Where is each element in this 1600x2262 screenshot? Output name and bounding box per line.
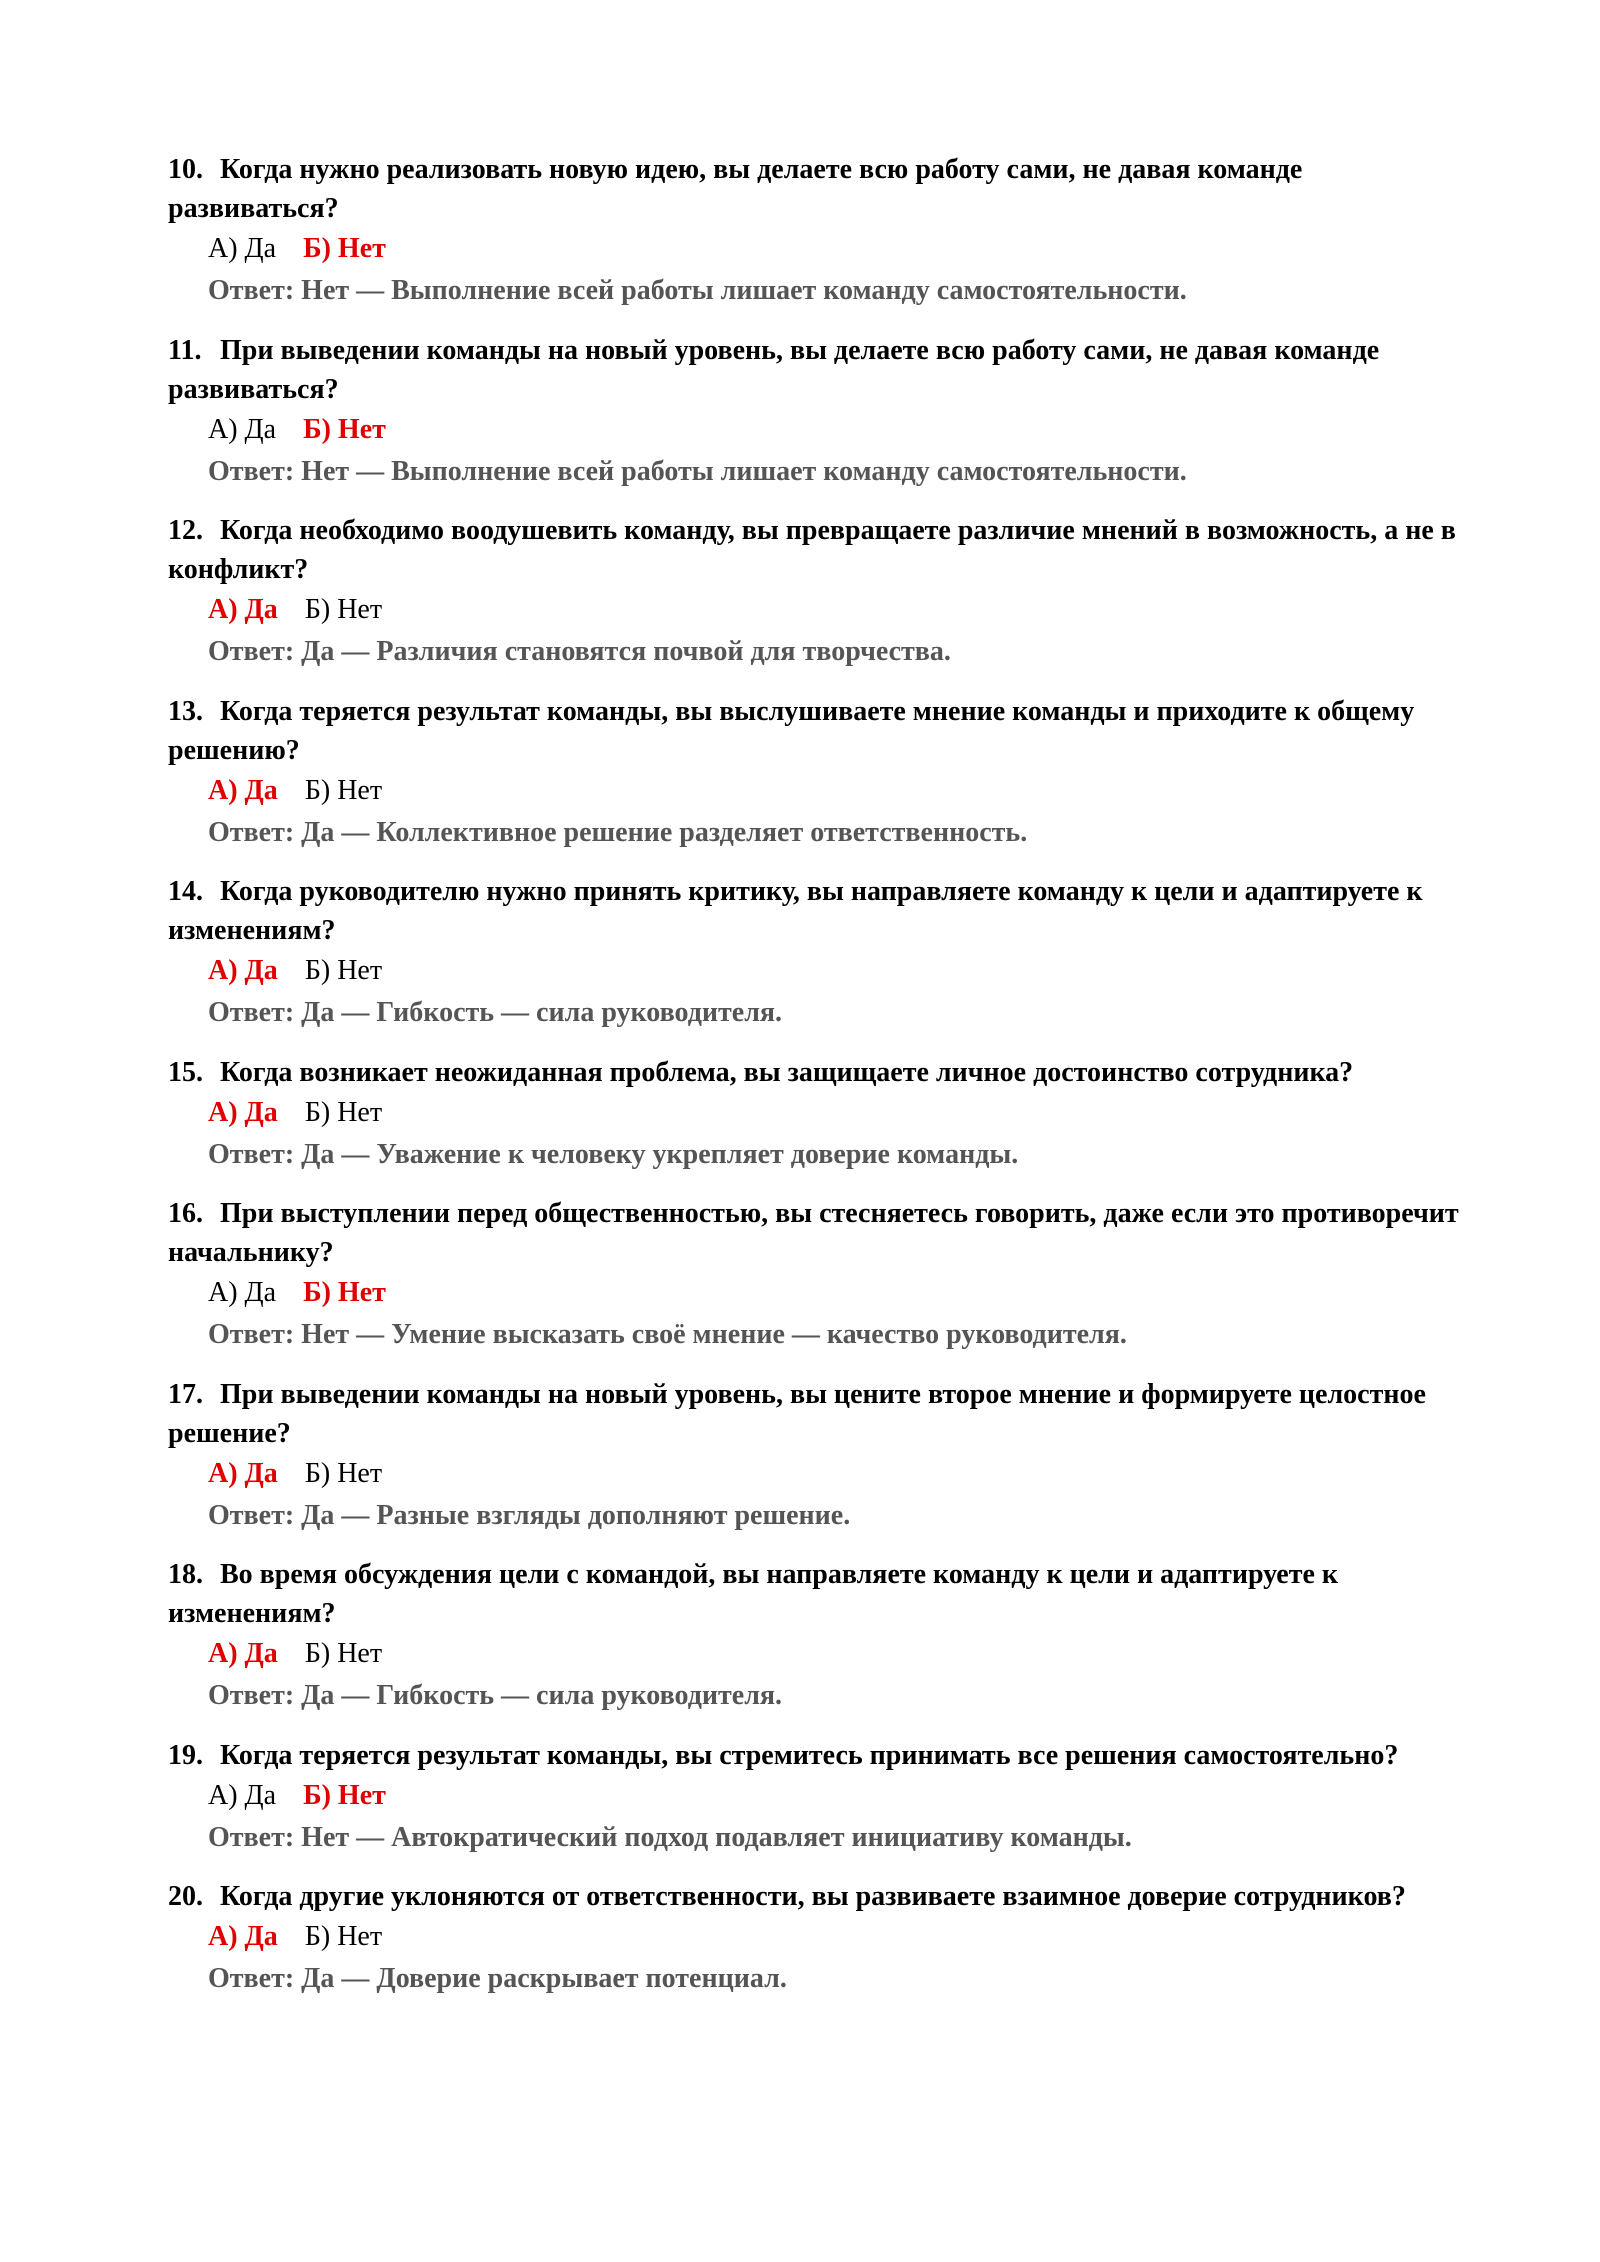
question-label: Когда теряется результат команды, вы стремитесь принимать все решения самостоятельно? (220, 1739, 1399, 1771)
question-item (168, 692, 1468, 854)
answer-options (168, 1916, 1468, 1958)
question-text (168, 1555, 1468, 1633)
option-a: А) Да (208, 1457, 278, 1489)
question-number: 15. (168, 1056, 203, 1088)
question-text (168, 331, 1468, 409)
answer-explanation: Ответ: Да — Гибкость — сила руководителя. (208, 997, 783, 1028)
answer-explanation: Ответ: Да — Различия становятся почвой для творчества. (208, 636, 951, 667)
question-number: 20. (168, 1881, 203, 1912)
question-label: Во время обсуждения цели с командой, вы направляете команду к цели и адаптируете к изменениям? (168, 1559, 1339, 1629)
question-number: 14. (168, 876, 203, 907)
question-item (168, 1053, 1468, 1176)
option-b: Б) Нет (304, 1457, 383, 1489)
answer-options (168, 1633, 1468, 1675)
question-label: Когда теряется результат команды, вы выслушиваете мнение команды и приходите к общему решению? (168, 695, 1415, 766)
option-b: Б) Нет (304, 1921, 383, 1952)
answer-explanation: Ответ: Да — Уважение к человеку укрепляет доверие команды. (208, 1138, 1019, 1170)
question-text (168, 150, 1468, 228)
option-b: Б) Нет (304, 955, 383, 986)
option-a: А) Да (208, 1277, 277, 1308)
question-text (168, 511, 1468, 589)
option-b: Б) Нет (303, 413, 386, 445)
answer-options (168, 950, 1468, 992)
question-item (168, 1877, 1468, 2000)
answer-options (168, 228, 1468, 270)
question-number: 19. (168, 1739, 203, 1771)
answer-options (168, 1775, 1468, 1817)
option-b: Б) Нет (304, 1096, 383, 1128)
option-a: А) Да (208, 1779, 277, 1811)
question-text (168, 872, 1468, 950)
question-label: Когда возникает неожиданная проблема, вы защищаете личное достоинство сотрудника? (220, 1056, 1354, 1088)
answer-explanation: Ответ: Нет — Умение высказать своё мнение — качество руководителя. (208, 1319, 1127, 1350)
answer-explanation: Ответ: Нет — Выполнение всей работы лишает команду самостоятельности. (208, 275, 1187, 306)
question-label: Когда руководителю нужно принять критику, вы направляете команду к цели и адаптируете к изменениям? (168, 876, 1423, 946)
question-text (168, 1053, 1468, 1092)
question-number: 12. (168, 515, 203, 546)
question-label: Когда нужно реализовать новую идею, вы делаете всю работу сами, не давая команде развиваться? (168, 154, 1303, 224)
question-number: 13. (168, 695, 203, 727)
option-a: А) Да (208, 1096, 278, 1128)
answer-options (168, 1092, 1468, 1134)
option-b: Б) Нет (304, 594, 383, 625)
option-a: А) Да (208, 233, 277, 264)
question-text (168, 1375, 1468, 1453)
answer-explanation: Ответ: Да — Разные взгляды дополняют решение. (208, 1499, 851, 1531)
question-text (168, 1877, 1468, 1916)
question-number: 16. (168, 1198, 203, 1229)
question-label: Когда необходимо воодушевить команду, вы превращаете различие мнений в возможность, а не в конфликт? (168, 515, 1456, 585)
question-item (168, 331, 1468, 493)
question-number: 10. (168, 154, 203, 185)
question-item (168, 872, 1468, 1034)
question-text (168, 1194, 1468, 1272)
question-item (168, 1375, 1468, 1537)
answer-explanation: Ответ: Да — Доверие раскрывает потенциал. (208, 1963, 787, 1994)
option-a: А) Да (208, 594, 278, 625)
answer-options (168, 409, 1468, 451)
question-text (168, 1736, 1468, 1775)
question-text (168, 692, 1468, 770)
question-label: При выступлении перед общественностью, вы стесняетесь говорить, даже если это противоречит начальнику? (168, 1198, 1459, 1268)
option-a: А) Да (208, 774, 278, 806)
question-list (168, 150, 1468, 2019)
answer-explanation: Ответ: Да — Коллективное решение разделяет ответственность. (208, 816, 1028, 848)
option-b: Б) Нет (303, 233, 386, 264)
question-item (168, 1194, 1468, 1356)
question-item (168, 1736, 1468, 1859)
option-a: А) Да (208, 1638, 278, 1669)
answer-explanation: Ответ: Нет — Выполнение всей работы лишает команду самостоятельности. (208, 455, 1187, 487)
question-item (168, 1555, 1468, 1717)
option-b: Б) Нет (304, 774, 383, 806)
answer-options (168, 770, 1468, 812)
question-label: Когда другие уклоняются от ответственности, вы развиваете взаимное доверие сотрудников? (220, 1881, 1406, 1912)
option-b: Б) Нет (303, 1779, 386, 1811)
option-a: А) Да (208, 1921, 278, 1952)
answer-options (168, 1453, 1468, 1495)
question-number: 11. (168, 334, 202, 366)
answer-explanation: Ответ: Да — Гибкость — сила руководителя. (208, 1680, 783, 1711)
question-number: 18. (168, 1559, 203, 1590)
question-item (168, 511, 1468, 673)
question-label: При выведении команды на новый уровень, вы делаете всю работу сами, не давая команде развиваться? (168, 334, 1380, 405)
option-b: Б) Нет (304, 1638, 383, 1669)
question-item (168, 150, 1468, 312)
question-number: 17. (168, 1378, 203, 1410)
answer-explanation: Ответ: Нет — Автократический подход подавляет инициативу команды. (208, 1821, 1132, 1853)
option-b: Б) Нет (303, 1277, 386, 1308)
answer-options (168, 589, 1468, 631)
question-label: При выведении команды на новый уровень, вы цените второе мнение и формируете целостное решение? (168, 1378, 1426, 1449)
answer-options (168, 1272, 1468, 1314)
option-a: А) Да (208, 955, 278, 986)
option-a: А) Да (208, 413, 277, 445)
